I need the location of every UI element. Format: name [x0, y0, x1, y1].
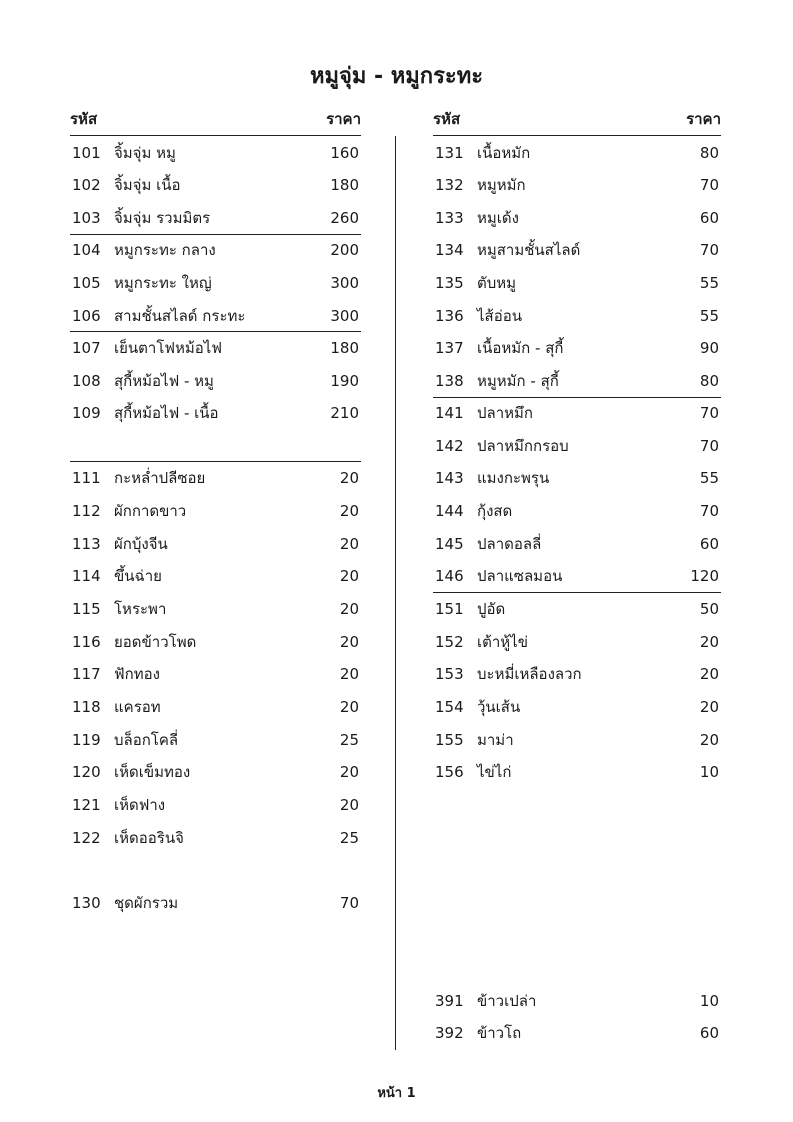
item-name: หมูกระทะ ใหญ่	[114, 274, 212, 292]
item-name: เนื้อหมัก - สุกี้	[477, 339, 564, 357]
item-price: 20	[339, 698, 359, 716]
menu-row	[70, 202, 361, 234]
item-name: หมูเด้ง	[477, 209, 519, 227]
item-name: กุ้งสด	[477, 502, 513, 520]
menu-row	[70, 593, 361, 625]
item-code: 132	[435, 176, 464, 194]
item-price: 70	[699, 241, 719, 259]
menu-row	[70, 169, 361, 201]
item-price: 10	[699, 763, 719, 781]
item-name: บะหมี่เหลืองลวก	[477, 665, 582, 683]
item-price: 200	[330, 241, 359, 259]
item-name: แมงกะพรุน	[477, 469, 550, 487]
menu-row	[70, 756, 361, 788]
item-price: 180	[330, 176, 359, 194]
menu-row	[70, 462, 361, 494]
menu-row	[433, 985, 721, 1017]
item-code: 111	[72, 469, 101, 487]
item-name: ปลาหมึก	[477, 404, 533, 422]
item-name: เห็ดออรินจิ	[114, 829, 184, 847]
menu-row	[433, 365, 721, 397]
menu-row	[433, 462, 721, 494]
item-name: ปลาหมึกกรอบ	[477, 437, 569, 455]
item-code: 114	[72, 567, 101, 585]
item-price: 55	[699, 274, 719, 292]
item-name: วุ้นเส้น	[477, 698, 521, 716]
menu-row	[70, 365, 361, 397]
item-code: 138	[435, 372, 464, 390]
column-header	[70, 108, 361, 136]
item-price: 20	[699, 665, 719, 683]
menu-row	[433, 593, 721, 625]
item-name: ข้าวเปล่า	[477, 992, 537, 1010]
item-code: 103	[72, 209, 101, 227]
item-code: 137	[435, 339, 464, 357]
menu-row	[70, 234, 361, 266]
price-header: ราคา	[686, 110, 721, 128]
item-code: 121	[72, 796, 101, 814]
item-name: มาม่า	[477, 731, 514, 749]
item-price: 120	[690, 567, 719, 585]
item-price: 80	[699, 144, 719, 162]
header-divider	[70, 135, 361, 136]
item-name: จิ้มจุ่ม เนื้อ	[114, 176, 181, 194]
menu-row	[433, 169, 721, 201]
menu-row	[433, 528, 721, 560]
item-price: 70	[699, 176, 719, 194]
menu-row	[70, 822, 361, 854]
item-name: เต้าหู้ไข่	[477, 633, 528, 651]
item-name: หมูหมัก	[477, 176, 526, 194]
menu-row	[70, 528, 361, 560]
item-code: 104	[72, 241, 101, 259]
menu-row	[70, 332, 361, 364]
item-name: หมูหมัก - สุกี้	[477, 372, 559, 390]
item-name: ยอดข้าวโพด	[114, 633, 197, 651]
menu-row	[70, 267, 361, 299]
item-code: 153	[435, 665, 464, 683]
item-name: ผักบุ้งจีน	[114, 535, 168, 553]
item-price: 20	[339, 469, 359, 487]
menu-row	[70, 724, 361, 756]
menu-row	[433, 397, 721, 429]
item-price: 260	[330, 209, 359, 227]
item-price: 20	[339, 633, 359, 651]
menu-row	[70, 300, 361, 332]
item-price: 20	[339, 600, 359, 618]
item-price: 60	[699, 535, 719, 553]
item-code: 141	[435, 404, 464, 422]
item-price: 180	[330, 339, 359, 357]
item-code: 118	[72, 698, 101, 716]
item-name: เห็ดฟาง	[114, 796, 166, 814]
item-price: 25	[339, 829, 359, 847]
item-code: 108	[72, 372, 101, 390]
item-code: 119	[72, 731, 101, 749]
item-code: 131	[435, 144, 464, 162]
menu-row	[70, 658, 361, 690]
item-code: 120	[72, 763, 101, 781]
item-name: หมูกระทะ กลาง	[114, 241, 216, 259]
item-code: 117	[72, 665, 101, 683]
item-name: ฟักทอง	[114, 665, 160, 683]
price-header: ราคา	[326, 110, 361, 128]
item-code: 151	[435, 600, 464, 618]
item-name: เนื้อหมัก	[477, 144, 531, 162]
item-name: ข้าวโถ	[477, 1024, 522, 1042]
item-price: 160	[330, 144, 359, 162]
item-code: 115	[72, 600, 101, 618]
item-price: 20	[699, 731, 719, 749]
code-header: รหัส	[433, 110, 461, 128]
item-price: 20	[699, 633, 719, 651]
item-price: 70	[339, 894, 359, 912]
item-price: 50	[699, 600, 719, 618]
item-price: 70	[699, 404, 719, 422]
item-name: สามชั้นสไลด์ กระทะ	[114, 307, 246, 325]
menu-row	[70, 137, 361, 169]
menu-row	[433, 1017, 721, 1049]
menu-row	[433, 267, 721, 299]
item-code: 109	[72, 404, 101, 422]
column-divider	[395, 136, 396, 1050]
menu-row	[70, 691, 361, 723]
item-price: 55	[699, 307, 719, 325]
item-name: ไข่ไก่	[477, 763, 512, 781]
item-code: 155	[435, 731, 464, 749]
item-code: 122	[72, 829, 101, 847]
item-price: 20	[339, 567, 359, 585]
item-name: หมูสามชั้นสไลด์	[477, 241, 581, 259]
item-code: 112	[72, 502, 101, 520]
menu-row	[433, 691, 721, 723]
item-price: 300	[330, 307, 359, 325]
page-title: หมูจุ่ม - หมูกระทะ	[309, 64, 484, 89]
item-code: 107	[72, 339, 101, 357]
item-code: 135	[435, 274, 464, 292]
item-code: 134	[435, 241, 464, 259]
item-name: จิ้มจุ่ม รวมมิตร	[114, 209, 211, 227]
menu-row	[433, 300, 721, 332]
item-price: 20	[339, 502, 359, 520]
item-name: โหระพา	[114, 600, 167, 618]
item-price: 300	[330, 274, 359, 292]
item-price: 20	[339, 535, 359, 553]
code-header: รหัส	[70, 110, 98, 128]
item-price: 20	[699, 698, 719, 716]
item-code: 156	[435, 763, 464, 781]
menu-row	[433, 495, 721, 527]
item-code: 133	[435, 209, 464, 227]
menu-row	[70, 560, 361, 592]
item-code: 105	[72, 274, 101, 292]
item-name: ขึ้นฉ่าย	[114, 567, 162, 585]
item-name: ชุดผักรวม	[114, 894, 179, 912]
menu-row	[433, 137, 721, 169]
item-price: 70	[699, 502, 719, 520]
item-price: 25	[339, 731, 359, 749]
item-code: 101	[72, 144, 101, 162]
item-code: 143	[435, 469, 464, 487]
item-code: 144	[435, 502, 464, 520]
menu-row	[433, 430, 721, 462]
item-code: 391	[435, 992, 464, 1010]
page-number: หน้า 1	[377, 1086, 416, 1101]
item-price: 90	[699, 339, 719, 357]
item-name: กะหล่ำปลีซอย	[114, 469, 206, 487]
menu-row	[433, 756, 721, 788]
item-price: 60	[699, 1024, 719, 1042]
item-name: จิ้มจุ่ม หมู	[114, 144, 176, 162]
item-name: สุกี้หม้อไฟ - เนื้อ	[114, 404, 219, 422]
item-name: เห็ดเข็มทอง	[114, 763, 191, 781]
item-price: 20	[339, 796, 359, 814]
item-name: แครอท	[114, 698, 161, 716]
item-name: ปลาดอลลี่	[477, 535, 542, 553]
item-code: 106	[72, 307, 101, 325]
item-price: 190	[330, 372, 359, 390]
item-code: 146	[435, 567, 464, 585]
menu-row	[433, 626, 721, 658]
menu-row	[433, 724, 721, 756]
item-price: 55	[699, 469, 719, 487]
menu-row	[70, 789, 361, 821]
item-code: 116	[72, 633, 101, 651]
item-code: 136	[435, 307, 464, 325]
item-code: 113	[72, 535, 101, 553]
item-name: ปูอัด	[477, 600, 506, 618]
item-code: 154	[435, 698, 464, 716]
item-code: 152	[435, 633, 464, 651]
column-header	[433, 108, 721, 136]
menu-row	[433, 234, 721, 266]
header-divider	[433, 135, 721, 136]
item-code: 392	[435, 1024, 464, 1042]
item-price: 70	[699, 437, 719, 455]
menu-row	[433, 560, 721, 592]
item-name: บล็อกโคลี่	[114, 731, 179, 749]
item-name: ปลาแซลมอน	[477, 567, 563, 585]
menu-row	[433, 332, 721, 364]
item-name: เย็นตาโฟหม้อไฟ	[114, 339, 222, 357]
item-name: สุกี้หม้อไฟ - หมู	[114, 372, 214, 390]
item-name: ตับหมู	[477, 274, 517, 292]
item-code: 142	[435, 437, 464, 455]
menu-row	[433, 202, 721, 234]
item-price: 10	[699, 992, 719, 1010]
menu-row	[70, 887, 361, 919]
item-price: 20	[339, 763, 359, 781]
menu-row	[70, 495, 361, 527]
menu-row	[70, 626, 361, 658]
item-price: 80	[699, 372, 719, 390]
item-code: 130	[72, 894, 101, 912]
item-code: 102	[72, 176, 101, 194]
menu-row	[70, 397, 361, 429]
item-name: ไส้อ่อน	[477, 307, 522, 325]
item-name: ผักกาดขาว	[114, 502, 187, 520]
item-code: 145	[435, 535, 464, 553]
item-price: 60	[699, 209, 719, 227]
menu-row	[433, 658, 721, 690]
item-price: 20	[339, 665, 359, 683]
item-price: 210	[330, 404, 359, 422]
